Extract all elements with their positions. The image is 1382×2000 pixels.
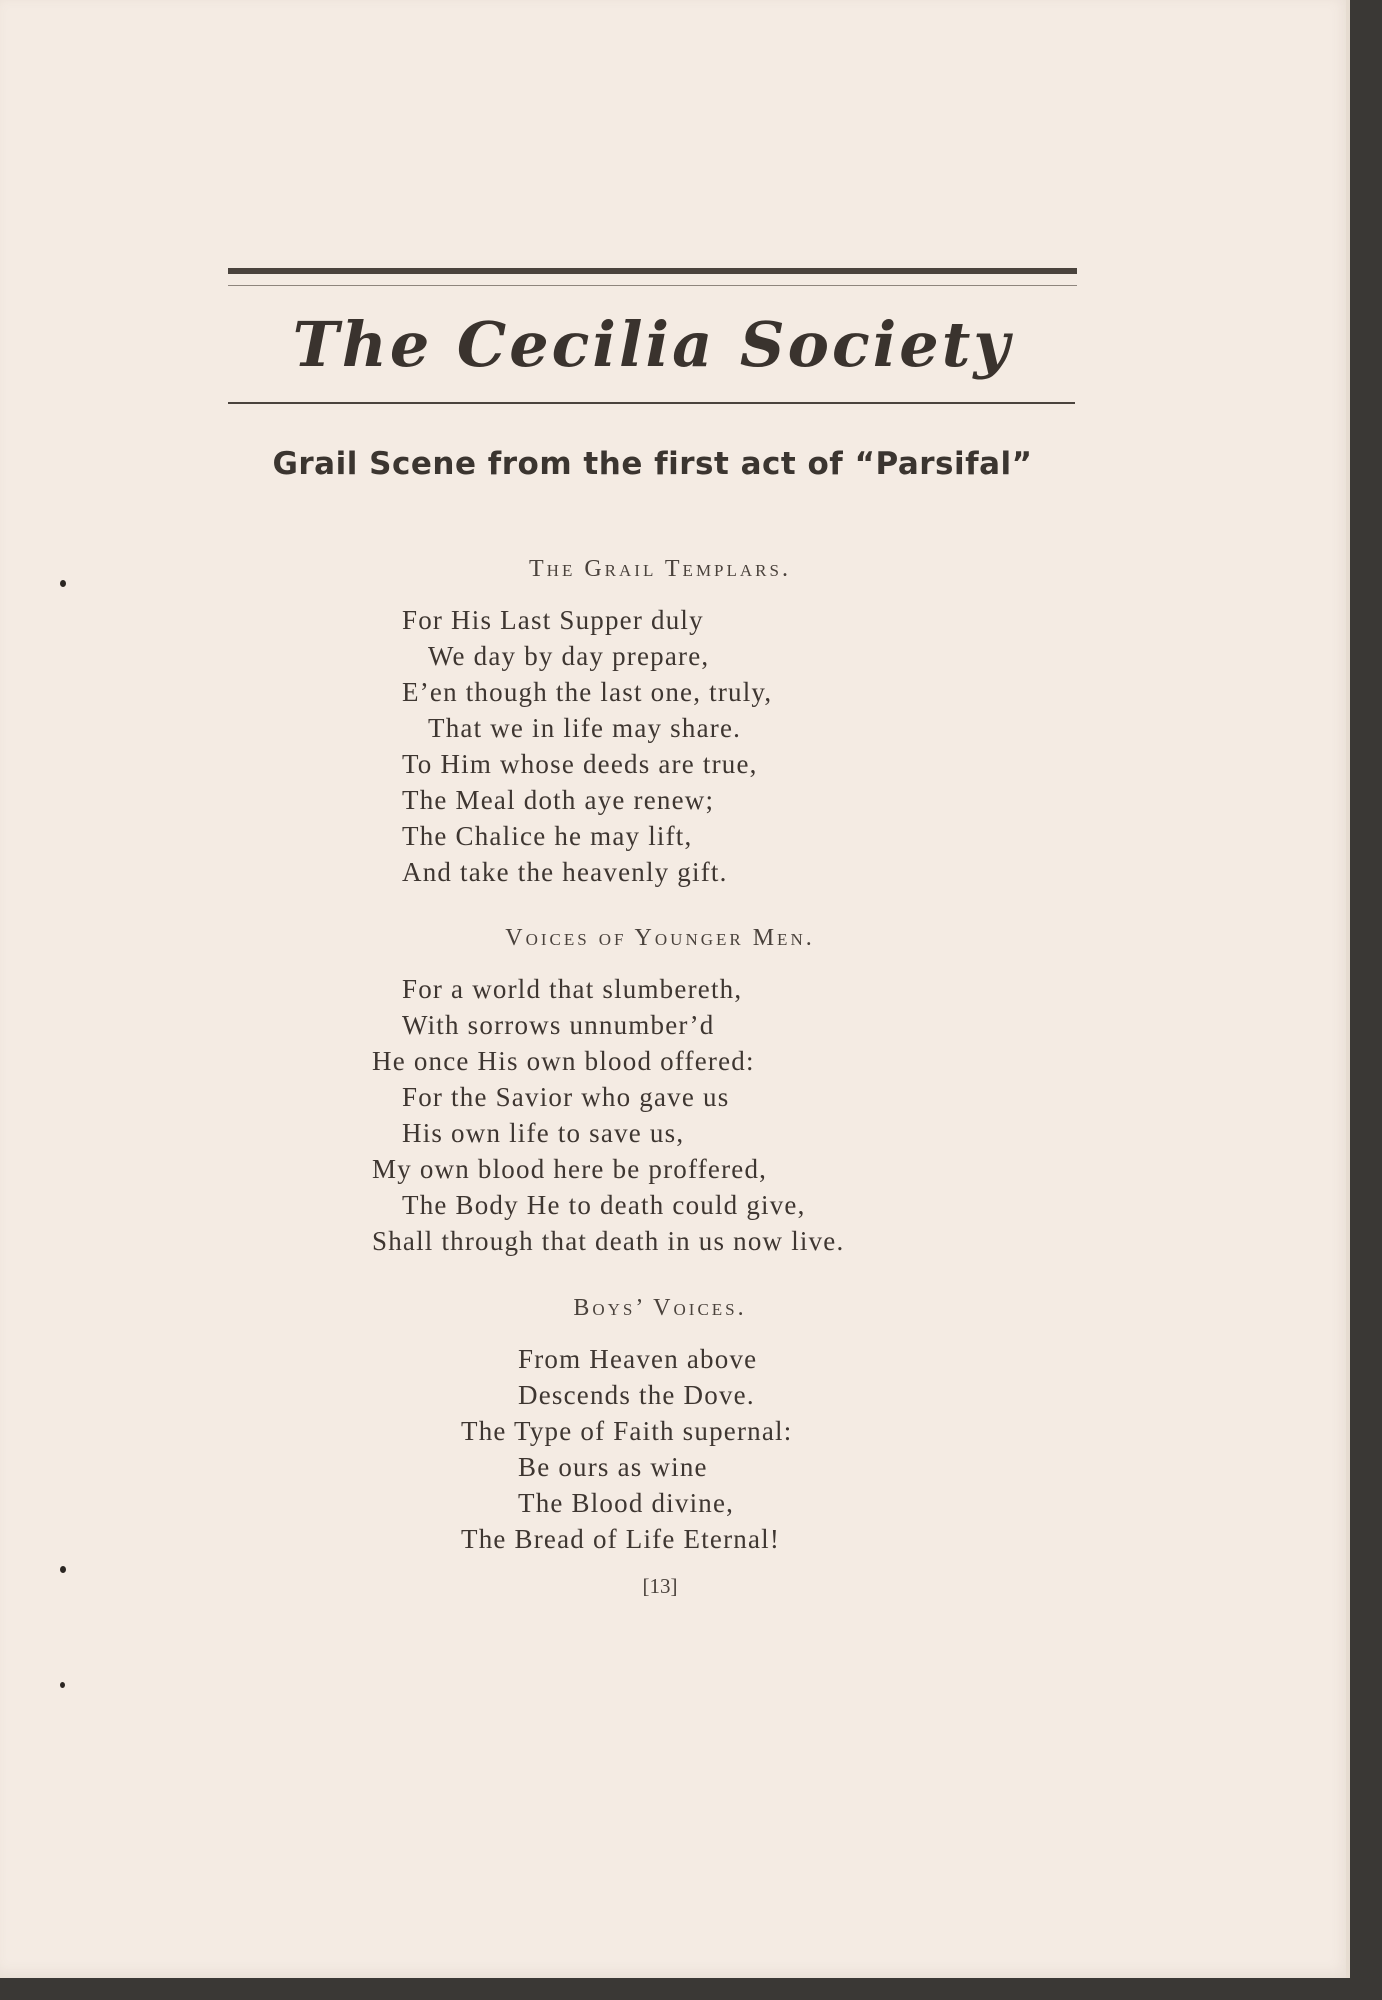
verse-line: With sorrows unnumber’d: [402, 1010, 715, 1040]
verse-line: The Chalice he may lift,: [402, 821, 693, 851]
masthead-hairline-rule: [228, 285, 1077, 286]
verse-line: Descends the Dove.: [518, 1380, 755, 1410]
verse-line: Be ours as wine: [518, 1452, 708, 1482]
verse-line: His own life to save us,: [402, 1118, 685, 1148]
verse-line: For a world that slumbereth,: [402, 974, 743, 1004]
binding-mark: [60, 1682, 65, 1688]
masthead-top-rule: [228, 268, 1077, 274]
verse-line: To Him whose deeds are true,: [402, 749, 758, 779]
page-edge-shadow: [1346, 0, 1350, 1978]
section-heading: Boys’ Voices.: [573, 1295, 747, 1321]
masthead-title: The Cecilia Society: [292, 308, 1013, 381]
verse-line: E’en though the last one, truly,: [402, 677, 773, 707]
verse-line: My own blood here be proffered,: [372, 1154, 768, 1184]
verse-line: He once His own blood offered:: [372, 1046, 755, 1076]
verse-line: The Body He to death could give,: [402, 1190, 806, 1220]
verse-line: We day by day prepare,: [428, 641, 710, 671]
section-heading: The Grail Templars.: [529, 556, 791, 582]
masthead-bottom-rule: [228, 402, 1075, 404]
verse-line: Shall through that death in us now live.: [372, 1226, 845, 1256]
verse-line: From Heaven above: [518, 1344, 758, 1374]
verse-line: And take the heavenly gift.: [402, 857, 728, 887]
page-subtitle: Grail Scene from the first act of “Parsifal”: [272, 446, 1033, 482]
verse-line: The Meal doth aye renew;: [402, 785, 715, 815]
binding-mark: [60, 1566, 66, 1573]
verse-line: The Bread of Life Eternal!: [461, 1524, 781, 1554]
verse-line: That we in life may share.: [428, 713, 742, 743]
verse-line: For the Savior who gave us: [402, 1082, 730, 1112]
page-number: [13]: [642, 1574, 678, 1598]
verse-line: For His Last Supper duly: [402, 605, 704, 635]
verse-line: The Type of Faith supernal:: [461, 1416, 793, 1446]
section-heading: Voices of Younger Men.: [505, 925, 815, 951]
verse-line: The Blood divine,: [518, 1488, 735, 1518]
